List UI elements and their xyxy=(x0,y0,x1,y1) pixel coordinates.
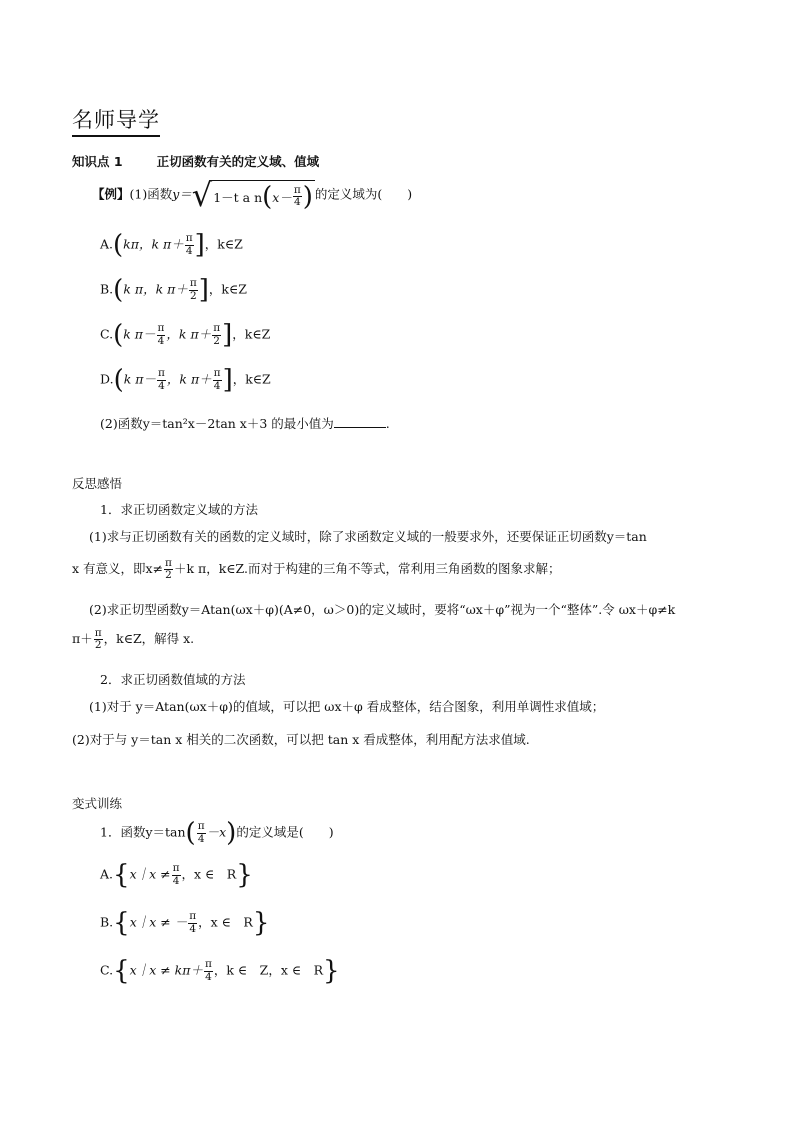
exercise-option-a: A.{x｜x ≠ $\frac{\pi}{4}$ ，x ∈ R} xyxy=(100,860,253,890)
exercise-title: 变式训练 xyxy=(72,796,123,811)
method1-p1-line1: (1)求与正切函数有关的函数的定义域时，除了求函数定义域的一般要求外，还要保证正切函数y＝tan xyxy=(89,529,647,544)
exercise-option-b: B.{x｜x ≠ － $\frac{\pi}{4}$ ，x ∈ R} xyxy=(100,908,270,938)
example-option-d: D.(k π－ $\frac{\pi}{4}$ ，k π＋ $\frac{\pi}{4}$ ]，k∈Z xyxy=(100,365,271,395)
method1-title: 1．求正切函数定义域的方法 xyxy=(100,502,258,517)
knowledge-point-label: 知识点 1 xyxy=(72,154,123,169)
reflection-title: 反思感悟 xyxy=(72,476,123,491)
example-q2: (2)函数y＝tan²x－2tan x＋3 的最小值为 . xyxy=(100,416,390,431)
example-option-b: B.(k π，k π＋ $\frac{\pi}{2}$ ]，k∈Z xyxy=(100,275,247,305)
knowledge-point-title: 正切函数有关的定义域、值域 xyxy=(156,154,320,169)
page-heading: 名师导学 xyxy=(72,104,160,137)
example-option-a: A.(kπ，k π＋ $\frac{\pi}{4}$ ]，k∈Z xyxy=(100,230,243,260)
method2-p1: (1)对于 y＝Atan(ωx＋φ)的值域，可以把 ωx＋φ 看成整体，结合图象，利用单调性求值域； xyxy=(89,699,605,714)
knowledge-point-heading xyxy=(72,152,319,170)
method2-title: 2．求正切函数值域的方法 xyxy=(100,672,246,687)
method1-p2-line1: (2)求正切型函数y＝Atan(ωx＋φ)(A≠0，ω＞0)的定义域时，要将“ωx＋φ”视为一个“整体”.令 ωx＋φ≠k xyxy=(89,602,676,617)
exercise-option-c: C.{x｜x ≠ kπ＋ $\frac{\pi}{4}$ ，k ∈ Z，x ∈ R} xyxy=(100,956,340,986)
method1-p2-line2: π＋ $\frac{\pi}{2}$ ，k∈Z，解得 x. xyxy=(72,627,195,652)
example-option-c: C.(k π－ $\frac{\pi}{4}$ ，k π＋ $\frac{\pi}{2}$ ]，k∈Z xyxy=(100,320,271,350)
exercise-q1: 1．函数y＝tan( $\frac{\pi}{4}$ －x)的定义域是( ) xyxy=(100,818,334,848)
method1-p1-line2: x 有意义，即x≠ $\frac{\pi}{2}$ ＋k π，k∈Z.而对于构建的三角不等式，常利用三角函数的图象求解； xyxy=(72,557,561,582)
method2-p2: (2)对于与 y＝tan x 相关的二次函数，可以把 tan x 看成整体，利用配方法求值域. xyxy=(72,732,530,747)
sqrt-expression: √ 1－t a n ( x－ $\frac{\pi}{4}$ ) xyxy=(191,176,313,214)
example-prefix: 【例】 xyxy=(92,186,130,202)
answer-blank xyxy=(334,415,386,428)
example-q1: 【例】(1)函数y＝ √ 1－t a n ( x－ $\frac{\pi}{4}$ ) 的定义域为( ) xyxy=(92,176,413,214)
